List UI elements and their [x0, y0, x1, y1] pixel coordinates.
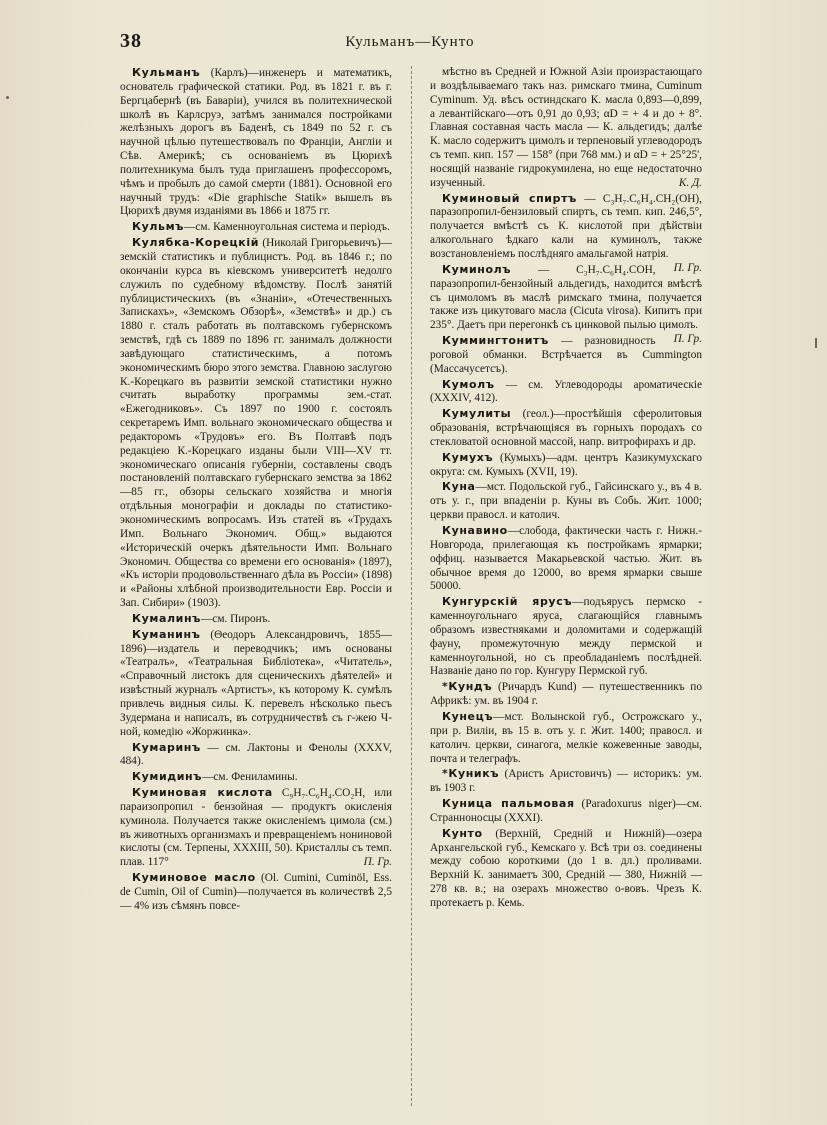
- entry-headword: Куминовый спиртъ: [442, 191, 577, 205]
- dictionary-entry: [120, 66, 392, 219]
- entry-text: (Николай Григорьевичъ)—земскій статистикъ и публицистъ. Род. въ 1846 г.; по окончаніи курса въ кіевскомъ университетѣ недолго служилъ по судебному вѣдомству. Послѣ занятій публицистическихъ (въ «Знаніи», «Отечественныхъ Запискахъ», «Земскомъ Обзорѣ», «Земствѣ» и др.) съ 1880 г. сталъ работать въ полтавскомъ губернскомъ земствѣ, гдѣ съ 1889 по 1896 гг. занималъ должности завѣдующаго статистическимъ, а потомъ экономическимъ бюро этого земства. Главною заслугою К.-Корецкаго въ развитіи земской статистики нужно считать выработку программы зем.-стат. «Ежегодниковъ». Съ 1897 по 1900 г. состоялъ секретаремъ Имп. вольнаго экономическаго общества и редакторомъ «Трудовъ» его. Въ Полтавѣ подъ редакціею К.-Корецкаго изданы были VIII—XV тт. экономическаго описанія губерніи, составлены сводъ постановленій полтавскаго губернскаго земства за 1862—85 гг., обзоры сельскаго хозяйства и многія отдѣльныя монографіи и доклады по статистико-экономическимъ вопросамъ. Изъ статей въ «Трудахъ Имп. Вольнаго Экономич. Общ.» выдаются «Историческій очеркъ дѣятельности Имп. Вольнаго Экономич. Общества со времени его основанія» (1897), «Къ исторіи продовольственнаго дѣла въ Россіи» (1898) и «Районы хлѣбной производительности Евр. Россіи и Зап. Сибири» (1903).: [120, 237, 392, 610]
- entry-text: —подъярусъ пермско - каменноугольнаго яруса, слагающійся главнымъ образомъ известняками и доломитами и содержащій фауну, промежуточную между пермской и каменноугольной, но съ преобладаніемъ послѣдней. Названіе дано по гор. Кунгуру Пермской губ.: [430, 596, 702, 678]
- dictionary-entry: [430, 191, 702, 274]
- entry-headword: Куница пальмовая: [442, 797, 575, 811]
- entry-text: (Аристъ Аристовичъ) — историкъ: ум. въ 1903 г.: [430, 768, 702, 795]
- dictionary-entry: [120, 741, 392, 770]
- entry-headword: Куммингтонитъ: [442, 334, 549, 348]
- page-header: [120, 30, 700, 56]
- entry-text: (Ol. Cumini, Cuminöl, Ess. de Cumin, Oil of Cumin)—получается въ количествѣ 2,5 — 4% изъ сѣмянъ повсе-: [120, 872, 392, 912]
- entry-headword: Кумалинъ: [132, 611, 202, 625]
- entry-headword: Кумидинъ: [132, 770, 203, 784]
- entry-text: — C₃H₇.C₆H₄.COH, паразопропил-бензойный альдегидъ, находится вмѣстѣ съ цимоломъ въ маслѣ римскаго тмина, получается также изъ цикутоваго масла (Cicuta virosa). Кипитъ при 235°. Даетъ при перегонкѣ съ цинковой пылью цимолъ.: [430, 263, 702, 332]
- right-column: [430, 66, 702, 1111]
- dictionary-entry: [120, 770, 392, 785]
- entry-headword: Кумаринъ: [132, 740, 201, 754]
- dictionary-entry: [120, 786, 392, 870]
- author-signature: П. Гр.: [673, 333, 702, 346]
- entry-text: — разновидность роговой обманки. Встрѣчается въ Cummington (Массачусетсъ).: [430, 335, 702, 375]
- entry-headword: Куна: [442, 480, 476, 494]
- entry-text: — см. Лактоны и Фенолы (XXXV, 484).: [120, 741, 392, 768]
- entry-text: (геол.)—простѣйшія сферолитовыя образованія, встрѣчающіяся въ горныхъ породахъ со стекловатой основной массой, напр. витрофирахъ и др.: [430, 408, 702, 448]
- entry-text: —мст. Подольской губ., Гайсинскаго у., въ 4 в. отъ у. г., при впаденіи р. Куны въ Собь. Жит. 1000; церкви правосл. и католич.: [430, 481, 702, 522]
- entry-text: (Верхній, Средній и Нижній)—озера Архангельской губ., Кемскаго у. Всѣ три оз. соединены между собою короткими (до 1 в. дл.) проливами. Верхній К. занимаетъ 300, Средній — 380, Нижній — 278 кв. в.; на озерахъ множество о-вовъ. Чрезъ К. протекаетъ р. Кемь.: [430, 827, 702, 909]
- entry-headword: Куманинъ: [132, 627, 201, 641]
- dictionary-entry: [430, 480, 702, 523]
- dictionary-entry: [430, 451, 702, 480]
- entry-text: (Карлъ)—инженеръ и математикъ, основатель графической статики. Род. въ 1821 г. въ г. Бергцабернѣ (въ Баваріи), учился въ политехнической школѣ въ Карлсруэ, затѣмъ занимался постройками желѣзныхъ дорогъ въ Баденѣ, съ 1849 по 52 г. съ научной цѣлью путешествовалъ по Франціи, Англіи и Сѣв. Америкѣ; съ основаніемъ въ Цюрихѣ политехникума былъ туда приглашенъ профессоромъ, чѣмъ и пробылъ до самой смерти (1881). Основной его научный трудъ: «Die graphische Statik» вышелъ въ Цюрихѣ двумя изданіями въ 1866 и 1875 гг.: [120, 67, 392, 218]
- dictionary-entry: [120, 628, 392, 740]
- entry-headword: Кумухъ: [442, 450, 494, 464]
- entry-headword: Кумулиты: [442, 407, 512, 421]
- dictionary-entry: [120, 236, 392, 611]
- dictionary-entry: [430, 680, 702, 709]
- dictionary-entry: [430, 407, 702, 450]
- dictionary-entry: [430, 767, 702, 796]
- entry-headword: Кунецъ: [442, 709, 494, 723]
- entry-headword: Куминолъ: [442, 262, 512, 276]
- dictionary-entry: [430, 524, 702, 594]
- entry-headword: Кумолъ: [442, 377, 495, 391]
- dictionary-entry: [430, 378, 702, 407]
- entry-text: мѣстно въ Средней и Южной Азіи произрастающаго и воздѣлываемаго такъ наз. римскаго тмина, Cuminum Cyminum. Уд. вѣсъ остиндскаго К. масла 0,893—0,899, а левантійскаго—отъ 0,91 до 0,93; αD = + 4 и до + 8°. Главная составная часть масла — К. альдегидъ; далѣе К. масло содержитъ цимолъ и терпеновый углеводородъ съ темп. кип. 157 — 158° (при 768 мм.) и αD = + 25°25', носящій названіе гидрокумилена, но еще недостаточно изученный.: [430, 66, 702, 189]
- entry-headword: *Куникъ: [442, 767, 500, 781]
- entry-headword: Кунто: [442, 826, 483, 840]
- page-number: 38: [120, 30, 142, 52]
- dictionary-entry: [120, 871, 392, 914]
- entry-headword: Кунгурскій ярусъ: [442, 595, 573, 609]
- entry-headword: Кунавино: [442, 524, 508, 537]
- dictionary-entry: [120, 612, 392, 627]
- entry-headword: *Кундъ: [442, 680, 493, 694]
- author-signature: К. Д.: [678, 176, 702, 189]
- author-signature: П. Гр.: [363, 856, 392, 869]
- margin-speck: [6, 96, 9, 99]
- entry-headword: Кульмъ: [132, 220, 185, 234]
- dictionary-entry: [430, 710, 702, 766]
- dictionary-entry: [430, 797, 702, 826]
- column-divider: [411, 66, 413, 1106]
- dictionary-entry: [120, 220, 392, 235]
- entry-text: (Paradoxurus niger)—см. Странноносцы (XXXI).: [430, 798, 702, 824]
- entry-text: — см. Углеводороды ароматическіе (XXXIV, 412).: [430, 378, 702, 405]
- entry-text: (Ричардъ Kund) — путешественникъ по Африкѣ: ум. въ 1904 г.: [430, 681, 702, 708]
- entry-text: —слобода, фактически часть г. Нижн.-Новгорода, прилегающая къ постройкамъ ярмарки; оффиц. называется Макарьевской частью. Жит. въ обычное время до 12000, во время ярмарки свыше 50000.: [430, 525, 702, 593]
- entry-headword: Кульманъ: [132, 66, 201, 79]
- entry-headword: Кулябка-Корецкій: [132, 236, 259, 250]
- entry-text: —см. Пиронъ.: [201, 612, 271, 625]
- author-signature: П. Гр.: [673, 261, 702, 274]
- entry-text: —см. Каменноугольная система и періодъ.: [184, 221, 390, 234]
- margin-mark: [815, 338, 817, 348]
- entry-text: (Кумыхъ)—адм. центръ Казикумухскаго округа: см. Кумыхъ (XVII, 19).: [430, 451, 702, 478]
- entry-text: —см. Фениламины.: [202, 771, 298, 784]
- entry-headword: Куминовая кислота: [132, 786, 273, 800]
- dictionary-entry: [430, 827, 702, 911]
- dictionary-entry: [430, 595, 702, 679]
- entry-text: — C₃H₇.C₆H₄.CH₂(OH), паразопропил-бензиловый спиртъ, съ темп. кип. 246,5°, получается вмѣстѣ съ К. кислотой при дѣйствіи алкогольнаго ѣдкаго кали на куминолъ, также возстановленіемъ послѣдняго амальгамой натрія.: [430, 192, 702, 260]
- running-title: Кульманъ—Кунто: [345, 34, 475, 50]
- text-columns: [120, 66, 702, 1111]
- entry-text: (Θеодоръ Александровичъ, 1855—1896)—издатель и переводчикъ; имъ основаны «Театралъ», «Театральная Библіотека», «Читатель», «Справочный листокъ для сценическихъ дѣятелей» и извѣстный журналъ «Артистъ», къ которому К. сумѣлъ привлечь видныя силы. К. перевелъ нѣсколько пьесъ Зудермана и написалъ, въ сотрудничествѣ съ г-жею Ч-ной, комедію «Жоржинка».: [120, 628, 392, 738]
- entry-text: —мст. Волынской губ., Острожскаго у., при р. Виліи, въ 15 в. отъ у. г. Жит. 1400; правосл. и католич. церкви, синагога, мелкіе кожевенные заводы, почта и телеграфъ.: [430, 710, 702, 765]
- left-column: [120, 66, 392, 1111]
- dictionary-entry: [430, 66, 702, 191]
- entry-text: C₉H₇.C₆H₄.CO₂H, или параизопропил - бензойная — продуктъ окисленія куминола. Получается также окисленіемъ цимола (см.) въ животныхъ организмахъ и превращеніемъ нониновой кислоты (см. Терпены, XXXIII, 50). Кристаллы съ темп. плав. 117°: [120, 787, 392, 869]
- entry-headword: Куминовое масло: [132, 871, 256, 885]
